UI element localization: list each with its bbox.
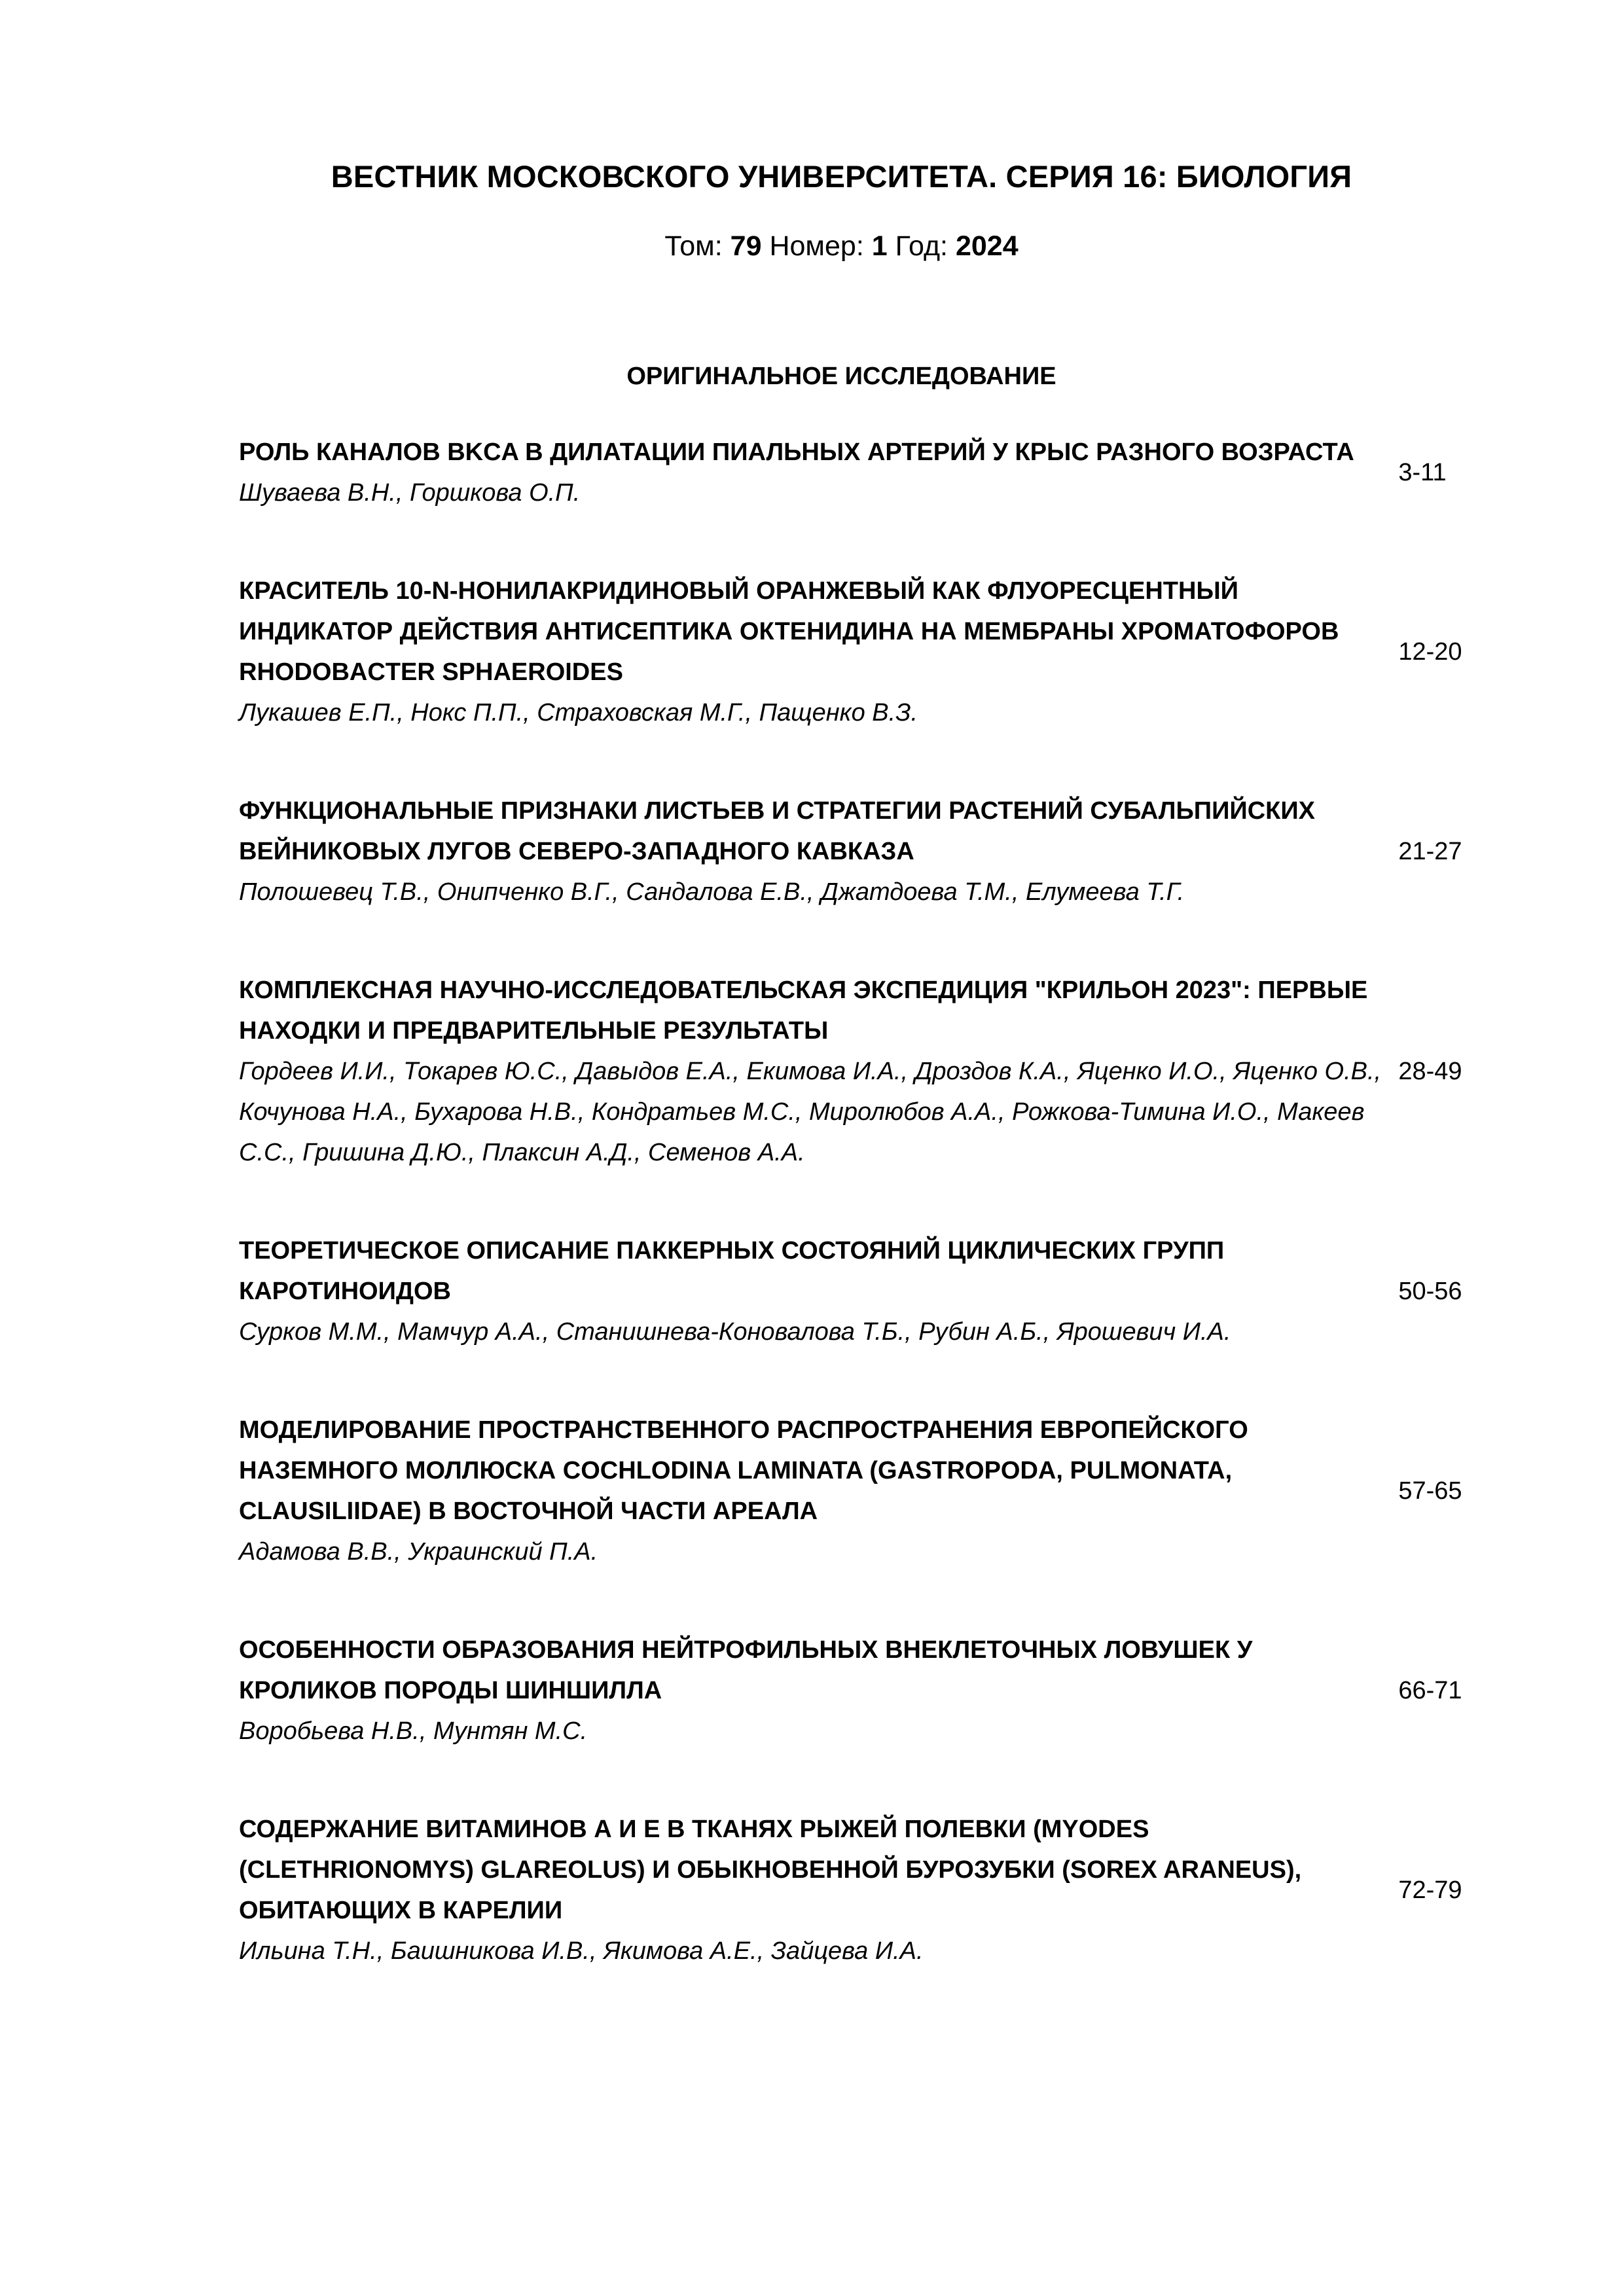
article-title[interactable]: РОЛЬ КАНАЛОВ BKCA В ДИЛАТАЦИИ ПИАЛЬНЫХ АРТЕРИЙ У КРЫС РАЗНОГО ВОЗРАСТА <box>239 439 1354 466</box>
article-text <box>239 571 1385 733</box>
article-pages: 21-27 <box>1398 838 1462 865</box>
year-label: Год: <box>895 230 948 262</box>
article-title[interactable]: ФУНКЦИОНАЛЬНЫЕ ПРИЗНАКИ ЛИСТЬЕВ И СТРАТЕГИИ РАСТЕНИЙ СУБАЛЬПИЙСКИХ ВЕЙНИКОВЫХ ЛУГОВ СЕВЕРО-ЗАПАДНОГО КАВКАЗА <box>239 797 1315 865</box>
article-entry <box>239 1630 1483 1751</box>
issue-info <box>0 228 1624 264</box>
article-title[interactable]: ТЕОРЕТИЧЕСКОЕ ОПИСАНИЕ ПАККЕРНЫХ СОСТОЯНИЙ ЦИКЛИЧЕСКИХ ГРУПП КАРОТИНОИДОВ <box>239 1237 1225 1305</box>
article-title[interactable]: КОМПЛЕКСНАЯ НАУЧНО-ИССЛЕДОВАТЕЛЬСКАЯ ЭКСПЕДИЦИЯ "КРИЛЬОН 2023": ПЕРВЫЕ НАХОДКИ И ПРЕДВАРИТЕЛЬНЫЕ РЕЗУЛЬТАТЫ <box>239 977 1368 1045</box>
article-text <box>239 1410 1385 1572</box>
number-value: 1 <box>871 230 888 262</box>
article-entry <box>239 1809 1483 1971</box>
article-pages: 12-20 <box>1398 638 1462 666</box>
article-authors: Лукашев Е.П., Нокс П.П., Страховская М.Г., Пащенко В.З. <box>239 699 918 726</box>
article-text <box>239 970 1385 1173</box>
article-text <box>239 791 1385 912</box>
article-entry <box>239 1410 1483 1572</box>
article-text <box>239 432 1385 513</box>
article-pages: 66-71 <box>1398 1677 1462 1704</box>
article-entry <box>239 970 1483 1173</box>
article-pages: 50-56 <box>1398 1278 1462 1305</box>
article-title[interactable]: КРАСИТЕЛЬ 10-N-НОНИЛАКРИДИНОВЫЙ ОРАНЖЕВЫЙ КАК ФЛУОРЕСЦЕНТНЫЙ ИНДИКАТОР ДЕЙСТВИЯ АНТИСЕПТИКА ОКТЕНИДИНА НА МЕМБРАНЫ ХРОМАТОФОРОВ RHODOBACTER SPHAEROIDES <box>239 577 1339 686</box>
article-list <box>239 432 1483 2029</box>
article-authors: Шуваева В.Н., Горшкова О.П. <box>239 479 581 507</box>
article-authors: Адамова В.В., Украинский П.А. <box>239 1538 598 1566</box>
article-entry <box>239 571 1483 733</box>
article-authors: Сурков М.М., Мамчур А.А., Станишнева-Коновалова Т.Б., Рубин А.Б., Ярошевич И.А. <box>239 1318 1231 1346</box>
article-authors: Воробьева Н.В., Мунтян М.С. <box>239 1717 588 1745</box>
section-title: ОРИГИНАЛЬНОЕ ИССЛЕДОВАНИЕ <box>626 363 1056 390</box>
article-text <box>239 1630 1385 1751</box>
article-pages: 57-65 <box>1398 1477 1462 1505</box>
journal-title: ВЕСТНИК МОСКОВСКОГО УНИВЕРСИТЕТА. СЕРИЯ 16: БИОЛОГИЯ <box>331 159 1352 194</box>
article-authors: Полошевец Т.В., Онипченко В.Г., Сандалова Е.В., Джатдоева Т.М., Елумеева Т.Г. <box>239 878 1185 906</box>
article-text <box>239 1809 1385 1971</box>
article-entry <box>239 791 1483 912</box>
article-title[interactable]: МОДЕЛИРОВАНИЕ ПРОСТРАНСТВЕННОГО РАСПРОСТРАНЕНИЯ ЕВРОПЕЙСКОГО НАЗЕМНОГО МОЛЛЮСКА COCHLODINA LAMINATA (GASTROPODA, PULMONATA, CLAUSILIIDAE) В ВОСТОЧНОЙ ЧАСТИ АРЕАЛА <box>239 1416 1248 1525</box>
article-title[interactable]: ОСОБЕННОСТИ ОБРАЗОВАНИЯ НЕЙТРОФИЛЬНЫХ ВНЕКЛЕТОЧНЫХ ЛОВУШЕК У КРОЛИКОВ ПОРОДЫ ШИНШИЛЛА <box>239 1636 1253 1704</box>
article-pages: 72-79 <box>1398 1876 1462 1904</box>
year-value: 2024 <box>955 230 1019 262</box>
article-title[interactable]: СОДЕРЖАНИЕ ВИТАМИНОВ А И Е В ТКАНЯХ РЫЖЕЙ ПОЛЕВКИ (MYODES (CLETHRIONOMYS) GLAREOLUS) И ОБЫКНОВЕННОЙ БУРОЗУБКИ (SOREX ARANEUS), ОБИТАЮЩИХ В КАРЕЛИИ <box>239 1816 1302 1924</box>
article-pages: 3-11 <box>1398 459 1447 486</box>
volume-label: Том: <box>664 230 723 262</box>
article-authors: Ильина Т.Н., Баишникова И.В., Якимова А.Е., Зайцева И.А. <box>239 1937 924 1965</box>
volume-value: 79 <box>730 230 762 262</box>
number-label: Номер: <box>769 230 864 262</box>
article-entry <box>239 432 1483 513</box>
article-entry <box>239 1230 1483 1352</box>
article-authors: Гордеев И.И., Токарев Ю.С., Давыдов Е.А., Екимова И.А., Дроздов К.А., Яценко И.О., Яценко О.В., Кочунова Н.А., Бухарова Н.В., Кондратьев М.С., Миролюбов А.А., Рожкова-Тимина И.О., Макеев С.С., Гришина Д.Ю., Плаксин А.Д., Семенов А.А. <box>239 1058 1382 1166</box>
article-pages: 28-49 <box>1398 1058 1462 1085</box>
article-text <box>239 1230 1385 1352</box>
